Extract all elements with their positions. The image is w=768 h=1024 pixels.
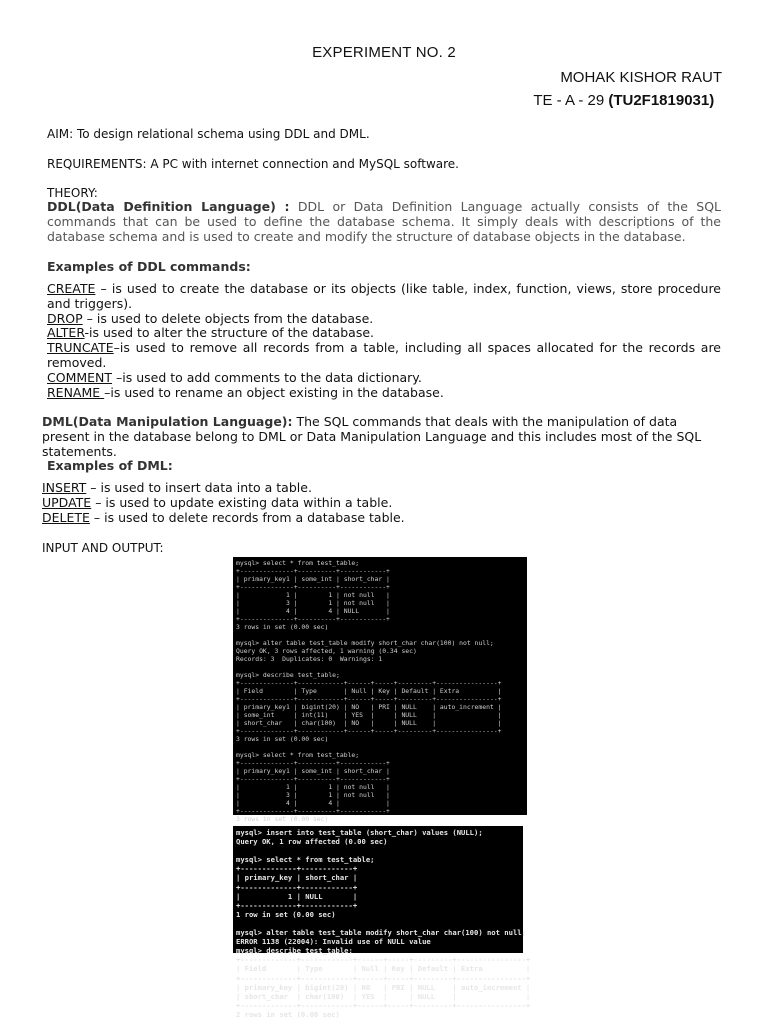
terminal-line: Query OK, 3 rows affected, 1 warning (0.34 sec)	[236, 647, 417, 655]
terminal-line: +--------------+----------+------------+	[236, 583, 390, 591]
terminal-line	[236, 846, 520, 855]
dml-examples-heading: Examples of DML:	[47, 458, 173, 473]
terminal-line: +-------------+------------+	[236, 882, 358, 892]
terminal-screenshot-1	[233, 557, 527, 823]
terminal-line: mysql> alter table test_table modify short_char char(100) not null;	[236, 639, 494, 647]
aim-line: AIM: To design relational schema using DDL and DML.	[47, 127, 370, 141]
dml-command-list	[42, 481, 716, 525]
author-class-prefix: TE - A - 29	[533, 92, 609, 109]
terminal-line: | 1 | 1 | not null |	[236, 783, 390, 791]
command-desc: -is used to alter the structure of the database.	[84, 325, 374, 341]
terminal-line: +--------------+------------+------+-----+---------+----------------+	[236, 695, 502, 703]
terminal-line: | 1 | 1 | not null |	[236, 591, 390, 599]
ddl-examples-heading: Examples of DDL commands:	[47, 259, 251, 274]
requirements-line: REQUIREMENTS: A PC with internet connection and MySQL software.	[47, 157, 459, 171]
terminal-line: | 3 | 1 | not null |	[236, 599, 390, 607]
command-desc: – is used to update existing data within a table.	[91, 494, 393, 510]
terminal-line: +-------------+------------+	[236, 864, 358, 874]
terminal-line: | primary_key | short_char |	[236, 873, 358, 883]
terminal-line: | 4 | 4 | |	[236, 799, 390, 807]
terminal-line: +-------------+------------+------+-----+---------+----------------+	[236, 973, 531, 983]
terminal-line: Query OK, 1 row affected (0.00 sec)	[236, 837, 388, 847]
terminal-line: | 4 | 4 | NULL |	[236, 607, 390, 615]
terminal-line: mysql> insert into test_table (short_char) values (NULL);	[236, 828, 483, 837]
command-desc: –is used to rename an object existing in the database.	[104, 384, 444, 400]
terminal-line: 2 rows in set (0.00 sec)	[236, 1009, 340, 1019]
dml-definition	[42, 415, 722, 459]
command-name: ALTER	[47, 325, 85, 341]
command-name: DELETE	[42, 509, 90, 525]
terminal-line: +--------------+------------+------+-----+---------+----------------+	[236, 679, 502, 687]
theory-heading: THEORY:	[47, 186, 98, 200]
terminal-line: | primary_key1 | bigint(20) | NO | PRI | NULL | auto_increment |	[236, 703, 502, 711]
terminal-line: +--------------+----------+------------+	[236, 807, 390, 815]
terminal-line: mysql> describe test_table;	[236, 946, 353, 956]
terminal-line: | Field | Type | Null | Key | Default | Extra |	[236, 964, 531, 974]
terminal-line: +-------------+------------+	[236, 900, 358, 910]
terminal-line: mysql> describe test_table;	[236, 671, 340, 679]
author-class	[533, 89, 722, 112]
author-name: MOHAK KISHOR RAUT	[560, 69, 722, 86]
terminal-line: | short_char | char(100) | YES | | NULL | |	[236, 991, 531, 1001]
command-desc: – is used to delete objects from the database.	[82, 310, 374, 326]
terminal-line: +--------------+------------+------+-----+---------+----------------+	[236, 727, 502, 735]
command-name: COMMENT	[47, 369, 113, 385]
command-name: RENAME	[47, 384, 105, 400]
ddl-definition	[47, 200, 721, 244]
ddl-command-create	[47, 282, 721, 312]
ddl-command-drop	[47, 312, 721, 327]
terminal-line: | primary_key1 | some_int | short_char |	[236, 575, 390, 583]
dml-command-insert	[42, 481, 716, 496]
terminal-line: 3 rows in set (0.00 sec)	[236, 623, 329, 631]
command-desc: –is used to add comments to the data dictionary.	[112, 369, 422, 385]
command-name: CREATE	[47, 281, 96, 296]
ddl-command-truncate	[47, 341, 721, 371]
terminal-screenshot-2	[233, 826, 531, 1019]
dml-definition-text: The SQL commands that deals with the manipulation of data present in the database belong to DML or Data Manipulation Language and this includes most of the SQL statements.	[42, 414, 702, 459]
terminal-line: +--------------+----------+------------+	[236, 759, 390, 767]
terminal-line: | Field | Type | Null | Key | Default | Extra |	[236, 687, 502, 695]
ddl-definition-text: DDL or Data Definition Language actually consists of the SQL commands that can be used to define the database schema. It simply deals with descriptions of the database schema and is used to create and modify the structure of database objects in the database.	[47, 199, 721, 244]
terminal-line	[236, 663, 524, 671]
command-name: INSERT	[42, 480, 87, 495]
terminal-line: Records: 3 Duplicates: 0 Warnings: 1	[236, 655, 383, 663]
command-desc: – is used to delete records from a database table.	[89, 509, 405, 525]
terminal-line: | primary_key1 | some_int | short_char |	[236, 767, 390, 775]
terminal-line: +--------------+----------+------------+	[236, 567, 390, 575]
author-id: (TU2F1819031)	[608, 92, 715, 109]
page-title: EXPERIMENT NO. 2	[312, 44, 456, 61]
author-block	[533, 66, 722, 112]
terminal-line	[236, 631, 524, 639]
command-desc: –is used to remove all records from a table, including all spaces allocated for the records are removed.	[47, 340, 721, 370]
terminal-line: +--------------+----------+------------+	[236, 775, 390, 783]
terminal-line: | short_char | char(100) | NO | | NULL | |	[236, 719, 502, 727]
ddl-command-rename	[47, 386, 721, 401]
command-name: DROP	[47, 310, 83, 326]
terminal-line: | primary_key | bigint(20) | NO | PRI | NULL | auto_increment |	[236, 982, 531, 992]
dml-command-delete	[42, 511, 716, 526]
terminal-line: +-------------+------------+------+-----+---------+----------------+	[236, 1000, 531, 1010]
terminal-line: +-------------+------------+------+-----+---------+----------------+	[236, 955, 531, 965]
terminal-line: mysql> select * from test_table;	[236, 751, 360, 759]
terminal-line	[236, 919, 520, 928]
dml-command-update	[42, 496, 716, 511]
terminal-line: | 3 | 1 | not null |	[236, 791, 390, 799]
ddl-command-comment	[47, 371, 721, 386]
dml-term: DML(Data Manipulation Language):	[42, 414, 293, 429]
terminal-line: +--------------+----------+------------+	[236, 615, 390, 623]
terminal-line: 1 row in set (0.00 sec)	[236, 909, 336, 919]
terminal-line: mysql> select * from test_table;	[236, 855, 375, 865]
command-name: TRUNCATE	[47, 340, 114, 356]
ddl-term: DDL(Data Definition Language) :	[47, 199, 290, 214]
terminal-line: mysql> select * from test_table;	[236, 559, 360, 567]
terminal-line: | 1 | NULL |	[236, 891, 358, 901]
command-desc: – is used to create the database or its objects (like table, index, function, views, store procedure and triggers).	[47, 281, 721, 311]
terminal-line: | some_int | int(11) | YES | | NULL | |	[236, 711, 502, 719]
ddl-command-alter	[47, 326, 721, 341]
command-name: UPDATE	[42, 494, 92, 510]
terminal-line: 3 rows in set (0.00 sec)	[236, 735, 329, 743]
terminal-line: 3 rows in set (0.00 sec)	[236, 815, 329, 823]
command-desc: – is used to insert data into a table.	[86, 480, 312, 495]
terminal-line: mysql> alter table test_table modify short_char char(100) not null;	[236, 928, 526, 938]
io-heading: INPUT AND OUTPUT:	[42, 541, 164, 555]
terminal-line: ERROR 1138 (22004): Invalid use of NULL value	[236, 937, 431, 947]
terminal-line	[236, 743, 524, 751]
ddl-command-list	[47, 282, 721, 400]
